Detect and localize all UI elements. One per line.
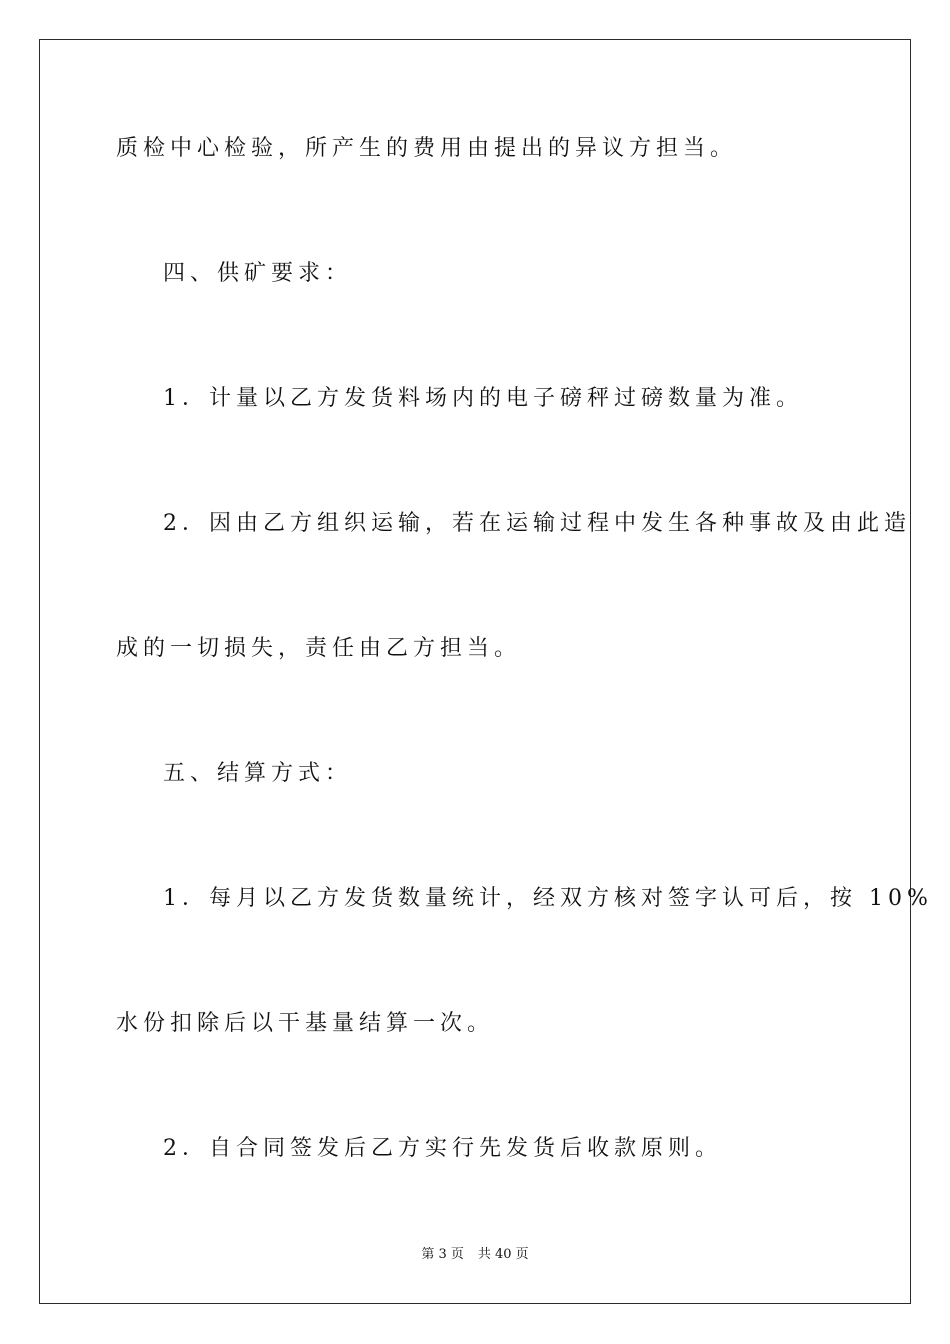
paragraph-line-4: 成的一切损失，责任由乙方担当。 [116, 636, 522, 661]
page-footer [0, 1246, 950, 1264]
paragraph-line-5: 1．每月以乙方发货数量统计，经双方核对签字认可后，按 10% [163, 886, 933, 911]
page-total: 共 40 页 [477, 1247, 529, 1262]
paragraph-line-7: 2．自合同签发后乙方实行先发货后收款原则。 [163, 1136, 722, 1161]
paragraph-line-1: 质检中心检验，所产生的费用由提出的异议方担当。 [116, 136, 738, 161]
paragraph-line-2: 1．计量以乙方发货料场内的电子磅秤过磅数量为准。 [163, 386, 803, 411]
page-border [39, 39, 911, 1304]
section-heading-supply: 四、供矿要求： [163, 261, 353, 286]
page-number: 第 3 页 [421, 1247, 464, 1262]
paragraph-line-6: 水份扣除后以干基量结算一次。 [116, 1011, 495, 1036]
section-heading-settlement: 五、结算方式： [163, 761, 353, 786]
paragraph-line-3: 2．因由乙方组织运输，若在运输过程中发生各种事故及由此造 [163, 511, 911, 536]
